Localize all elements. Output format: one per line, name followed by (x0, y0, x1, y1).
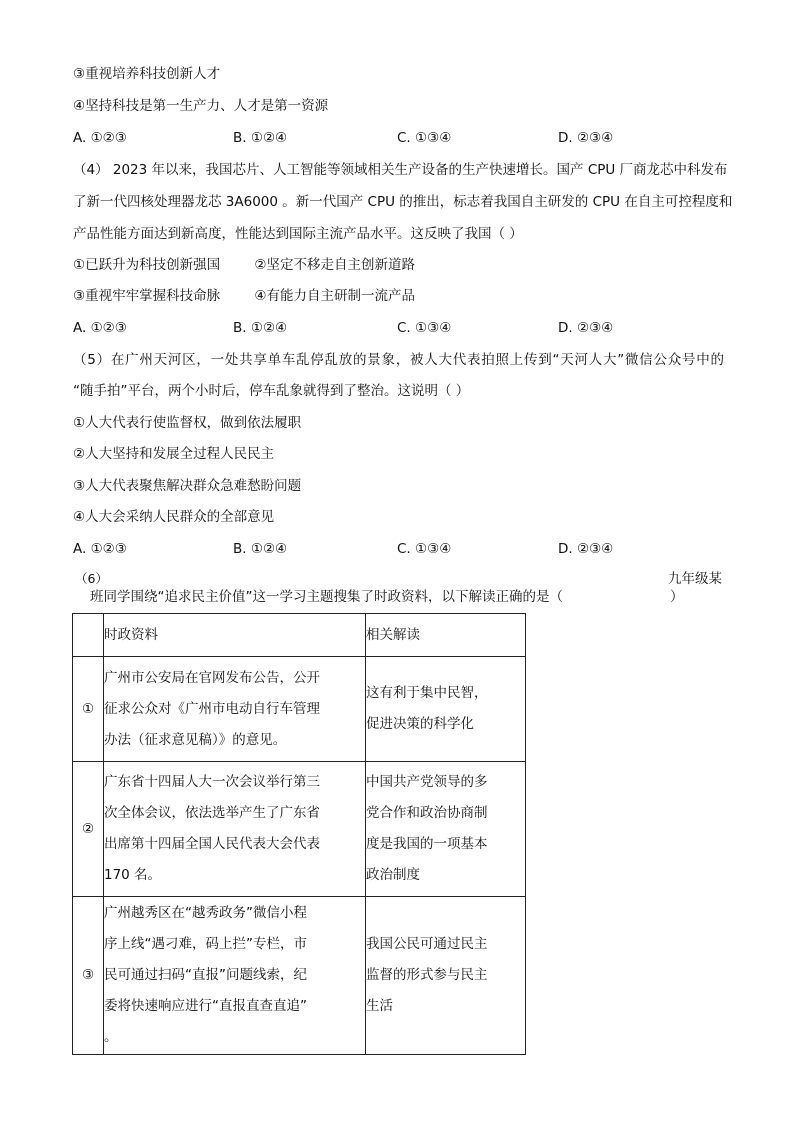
reading-line: 党合作和政治协商制 (366, 805, 488, 821)
material-line: 170 名。 (104, 867, 162, 883)
q6-stem-close: ） (670, 589, 684, 605)
q5-option-a[interactable]: A. ①②③ (73, 541, 127, 557)
material-line: 征求公众对《广州市电动自行车管理 (104, 700, 320, 717)
q4-stem-line-2: 了新一代四核处理器龙芯 3A6000 。新一代国产 CPU 的推出，标志着我国自主研发的 CPU 在自主可控程度和 (73, 194, 733, 210)
q4-option-b[interactable]: B. ①②④ (233, 320, 288, 336)
q6-stem: 班同学围绕“追求民主价值”这一学习主题搜集了时政资料，以下解读正确的是（ (90, 589, 563, 605)
header-reading: 相关解读 (366, 614, 526, 657)
q5-item-1: ①人大代表行使监督权，做到依法履职 (73, 415, 302, 431)
material-line: 出席第十四届全国人民代表大会代表 (104, 836, 320, 852)
reading-cell (366, 897, 526, 1055)
q5-stem-line-1: （5）在广州天河区，一处共享单车乱停乱放的景象，被人大代表拍照上传到“天河人大”微信公众号中的 (73, 352, 724, 368)
material-cell (104, 657, 366, 762)
q5-option-c[interactable]: C. ①③④ (397, 541, 452, 557)
q6-number: （6） (75, 571, 108, 586)
q3-item-4: ④坚持科技是第一生产力、人才是第一资源 (73, 98, 329, 114)
material-line: 序上线“遇刁难，码上拦”专栏，市 (104, 936, 307, 952)
table-row (73, 897, 526, 1055)
q4-items-line-1: ①已跃升为科技创新强国 ②坚定不移走自主创新道路 (73, 257, 416, 273)
q3-option-a[interactable]: A. ①②③ (73, 130, 127, 146)
table-header-row (73, 614, 526, 657)
q4-items-line-2: ③重视牢牢掌握科技命脉 ④有能力自主研制一流产品 (73, 288, 416, 304)
q4-option-a[interactable]: A. ①②③ (73, 320, 127, 336)
material-line: 民可通过扫码“直报”问题线索，纪 (104, 967, 307, 983)
q5-stem-line-2: “随手拍”平台，两个小时后，停车乱象就得到了整治。这说明（ ） (73, 383, 470, 399)
table-row (73, 657, 526, 762)
reading-line: 我国公民可通过民主 (366, 936, 488, 952)
q4-stem-line-1: （4） 2023 年以来，我国芯片、人工智能等领域相关生产设备的生产快速增长。国产 CPU 厂商龙芯中科发布 (73, 162, 728, 178)
row-number: ③ (73, 897, 104, 1055)
row-number: ② (73, 762, 104, 897)
header-material: 时政资料 (104, 614, 366, 657)
q5-item-2: ②人大坚持和发展全过程人民民主 (73, 446, 275, 462)
reading-line: 度是我国的一项基本 (366, 836, 488, 852)
header-number-cell (73, 614, 104, 657)
reading-line: 生活 (366, 998, 393, 1014)
q5-option-b[interactable]: B. ①②④ (233, 541, 288, 557)
reading-line: 促进决策的科学化 (366, 716, 474, 732)
reading-line: 这有利于集中民智， (366, 685, 488, 701)
row-number: ① (73, 657, 104, 762)
q3-option-c[interactable]: C. ①③④ (397, 130, 452, 146)
table-row (73, 762, 526, 897)
material-cell (104, 897, 366, 1055)
q5-item-3: ③人大代表聚焦解决群众急难愁盼问题 (73, 478, 302, 494)
q6-grade-text: 九年级某 (668, 571, 722, 587)
q3-option-d[interactable]: D. ②③④ (558, 130, 614, 146)
q4-option-d[interactable]: D. ②③④ (558, 320, 614, 336)
material-cell (104, 762, 366, 897)
q4-option-c[interactable]: C. ①③④ (397, 320, 452, 336)
reading-cell (366, 762, 526, 897)
reading-line: 政治制度 (366, 867, 420, 883)
q5-item-4: ④人大会采纳人民群众的全部意见 (73, 509, 275, 525)
q3-option-b[interactable]: B. ①②④ (233, 130, 288, 146)
q4-stem-line-3: 产品性能方面达到新高度，性能达到国际主流产品水平。这反映了我国（ ） (73, 226, 523, 242)
reading-cell (366, 657, 526, 762)
material-line: 广州市公安局在官网发布公告，公开 (104, 669, 320, 686)
q3-item-3: ③重视培养科技创新人才 (73, 66, 221, 82)
material-line: 广州越秀区在“越秀政务”微信小程 (104, 905, 307, 921)
material-line: 广东省十四届人大一次会议举行第三 (104, 774, 320, 790)
material-line: 办法（征求意见稿）》的意见。 (104, 731, 287, 748)
q6-material-table (72, 613, 526, 1055)
material-line: 次全体会议，依法选举产生了广东省 (104, 805, 320, 821)
reading-line: 中国共产党领导的多 (366, 774, 488, 790)
q5-option-d[interactable]: D. ②③④ (558, 541, 614, 557)
material-line: 委将快速响应进行“直报直查直追” (104, 998, 307, 1014)
material-line: 。 (104, 1029, 118, 1045)
reading-line: 监督的形式参与民主 (366, 967, 488, 983)
